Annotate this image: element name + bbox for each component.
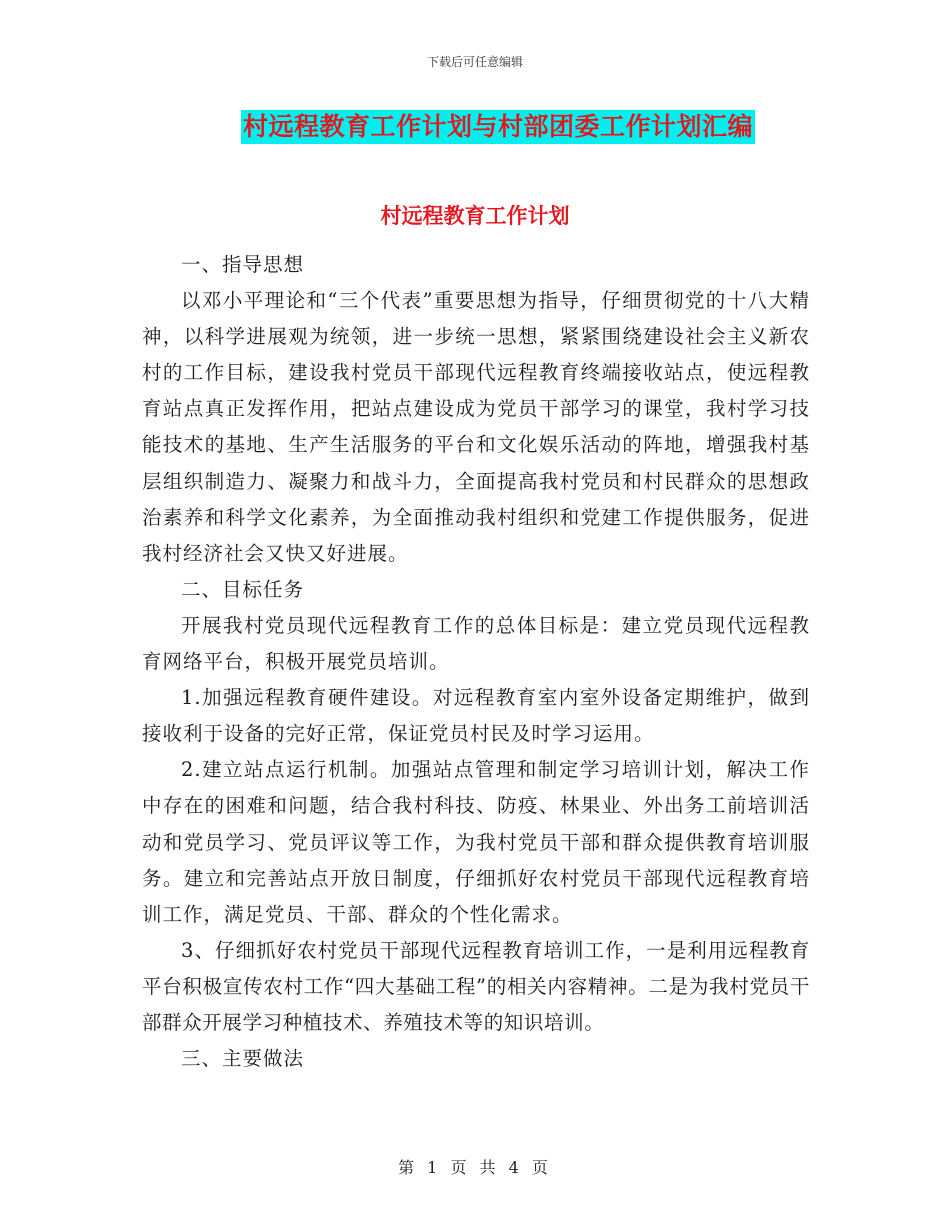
section-heading-guiding-thought: 一、指导思想 (181, 253, 305, 276)
list-item-hardware: 1.加强远程教育硬件建设。对远程教育室内室外设备定期维护，做到接收利于设备的完好正常，保证党员村民及时学习运用。 (142, 686, 810, 746)
list-item-mechanism: 2.建立站点运行机制。加强站点管理和制定学习培训计划，解决工作中存在的困难和问题，结合我村科技、防疫、林果业、外出务工前培训活动和党员学习、党员评议等工作，为我村党员干部和群众提供教育培训服务。建立和完善站点开放日制度，仔细抓好农村党员干部现代远程教育培训工作，满足党员、干部、群众的个性化需求。 (142, 758, 810, 926)
section-heading-goals: 二、目标任务 (181, 577, 305, 601)
paragraph-goals: 开展我村党员现代远程教育工作的总体目标是：建立党员现代远程教育网络平台，积极开展党员培训。 (142, 613, 810, 674)
document-body (142, 247, 810, 1077)
main-title: 村远程教育工作计划与村部团委工作计划汇编 (241, 110, 755, 144)
page-footer: 第 1 页 共 4 页 (398, 1158, 552, 1177)
main-title-container (0, 110, 950, 144)
section-heading-methods: 三、主要做法 (181, 1047, 305, 1071)
sub-title: 村远程教育工作计划 (380, 204, 570, 228)
header-note: 下载后可任意编辑 (426, 55, 523, 69)
list-item-training: 3、仔细抓好农村党员干部现代远程教育培训工作，一是利用远程教育平台积极宣传农村工作“四大基础工程”的相关内容精神。二是为我村党员干部群众开展学习种植技术、养殖技术等的知识培训。 (142, 938, 810, 1034)
paragraph-guiding-thought: 以邓小平理论和“三个代表”重要思想为指导，仔细贯彻党的十八大精神，以科学进展观为统领，进一步统一思想，紧紧围绕建设社会主义新农村的工作目标，建设我村党员干部现代远程教育终端接收站点，使远程教育站点真正发挥作用，把站点建设成为党员干部学习的课堂，我村学习技能技术的基地、生产生活服务的平台和文化娱乐活动的阵地，增强我村基层组织制造力、凝聚力和战斗力，全面提高我村党员和村民群众的思想政治素养和科学文化素养，为全面推动我村组织和党建工作提供服务，促进我村经济社会又快又好进展。 (142, 289, 810, 565)
